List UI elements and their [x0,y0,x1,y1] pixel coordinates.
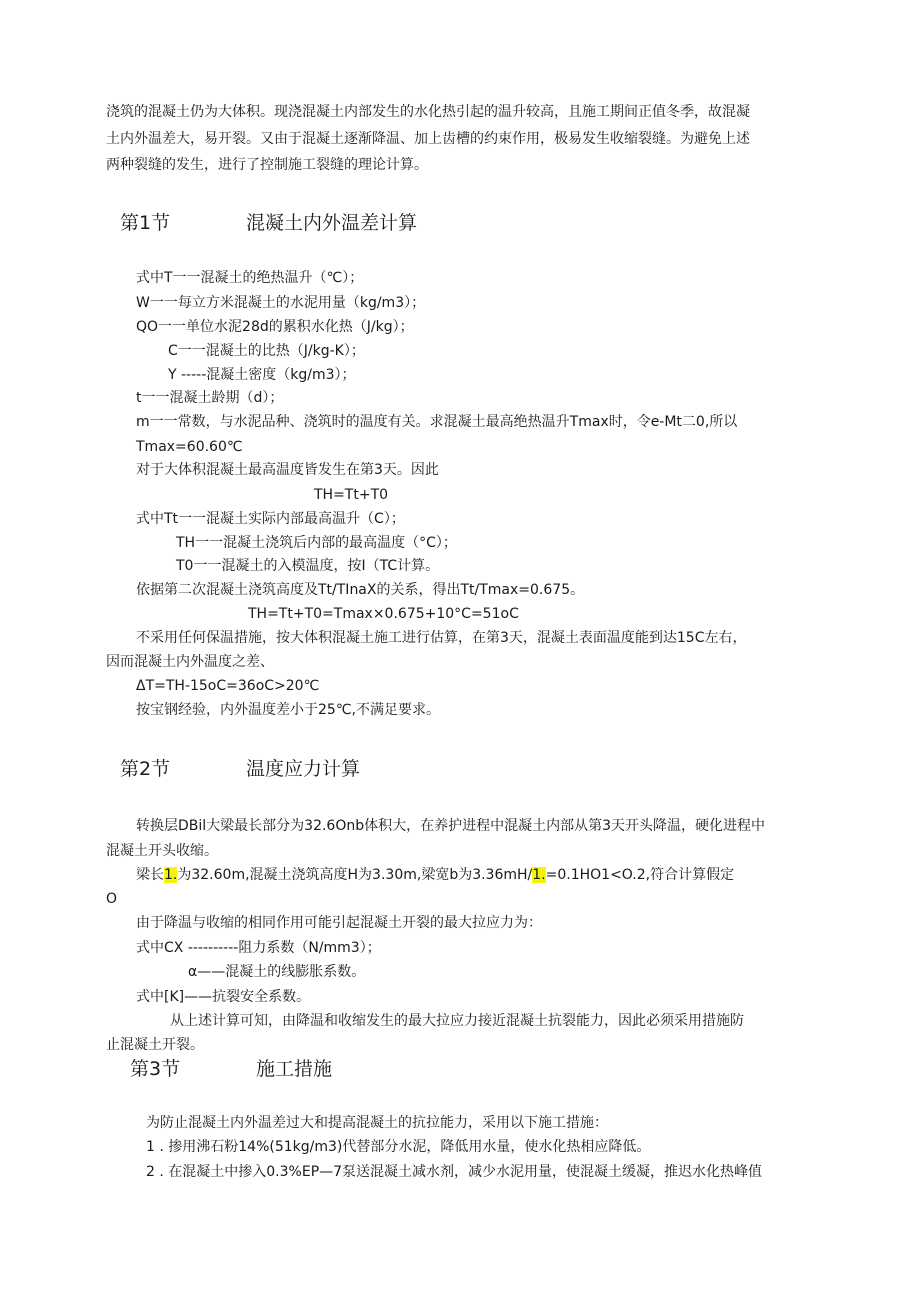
text-line: 因而混凝土内外温度之差、 [106,654,274,670]
text-line: 止混凝土开裂。 [106,1037,204,1053]
text-line: 式中CX ----------阻力系数（N/mm3）； [136,940,381,956]
beam-text: 为32.60m,混凝土浇筑高度H为3.30m,梁宽b为3.36mH/ [177,867,533,883]
section-title: 温度应力计算 [246,758,361,780]
beam-text: 梁长 [136,867,164,883]
intro-line: 浇筑的混凝土仍为大体积。现浇混凝土内部发生的水化热引起的温升较高，且施工期间正值冬季，故混凝 [106,104,750,120]
text-line: O [106,891,118,907]
list-text: . 掺用沸石粉14%(51kg/m3)代替部分水泥，降低用水量，使水化热相应降低。 [159,1139,651,1155]
section-title: 施工措施 [256,1058,333,1080]
text-line: 式中Tt一一混凝土实际内部最高温升（C）； [136,511,405,527]
formula: TH=Tt+T0=Tmax×0.675+10°C=51oC [248,606,519,622]
text-line: α——混凝土的线膨胀系数。 [188,964,366,980]
beam-dimension-line [136,866,734,884]
text-line: QO一一单位水泥28d的累积水化热（J/kg）； [136,319,414,335]
list-item [146,1163,762,1181]
intro-line: 土内外温差大，易开裂。又由于混凝土逐渐降温、加上齿槽的约束作用，极易发生收缩裂缝。为避免上述 [106,131,750,147]
text-line: 依据第二次混凝土浇筑高度及Tt/TInaX的关系，得出Tt/Tmax=0.675。 [136,582,585,598]
highlighted-text: 1. [164,867,178,883]
text-line: TH一一混凝土浇筑后内部的最高温度（°C）； [176,535,457,551]
text-line: 由于降温与收缩的相同作用可能引起混凝土开裂的最大拉应力为： [136,915,542,931]
text-line: 从上述计算可知，由降温和收缩发生的最大拉应力接近混凝土抗裂能力，因此必须采用措施防 [170,1013,744,1029]
text-line: 式中[K]——抗裂安全系数。 [136,989,311,1005]
text-line: t一一混凝土龄期（d）； [136,390,284,406]
intro-line: 两种裂缝的发生，进行了控制施工裂缝的理论计算。 [106,157,428,173]
list-number: 1 [146,1139,155,1155]
text-line: 式中T一一混凝土的绝热温升（℃）； [136,270,364,286]
section-number: 第3节 [130,1058,181,1080]
text-line: 混凝土开头收缩。 [106,843,218,859]
text-line: Y -----混凝土密度（kg/m3）； [168,367,356,383]
section-number: 第1节 [120,212,171,234]
text-line: Tmax=60.60℃ [136,439,243,455]
text-line: C一一混凝土的比热（J/kg-K）； [168,343,365,359]
text-line: T0一一混凝土的入模温度，按I（TC计算。 [176,558,440,574]
text-line: 为防止混凝土内外温差过大和提高混凝土的抗拉能力，采用以下施工措施： [146,1115,608,1131]
text-line: W一一每立方米混凝土的水泥用量（kg/m3）； [136,295,426,311]
section-title: 混凝土内外温差计算 [246,212,418,234]
highlighted-text: 1. [532,867,546,883]
text-line: 不采用任何保温措施，按大体积混凝土施工进行估算，在第3天，混凝土表面温度能到达15C左右， [136,630,747,646]
beam-text: =0.1HO1<O.2,符合计算假定 [545,867,735,883]
formula: ΔT=TH-15oC=36oC>20℃ [136,678,320,694]
list-item [146,1138,650,1156]
text-line: m一一常数，与水泥品种、浇筑时的温度有关。求混凝土最高绝热温升Tmax时，令e-Mt二0,所以 [136,414,738,430]
formula: TH=Tt+T0 [314,487,389,503]
section-number: 第2节 [120,758,171,780]
list-text: . 在混凝土中掺入0.3%EP—7泵送混凝土减水剂，减少水泥用量，使混凝土缓凝，推迟水化热峰值 [159,1164,763,1180]
list-number: 2 [146,1164,155,1180]
text-line: 对于大体积混凝土最高温度皆发生在第3天。因此 [136,462,439,478]
text-line: 转换层DBil大梁最长部分为32.6Onb体积大，在养护进程中混凝土内部从第3天开头降温，硬化进程中 [136,818,766,834]
text-line: 按宝钢经验，内外温度差小于25℃,不满足要求。 [136,702,440,718]
